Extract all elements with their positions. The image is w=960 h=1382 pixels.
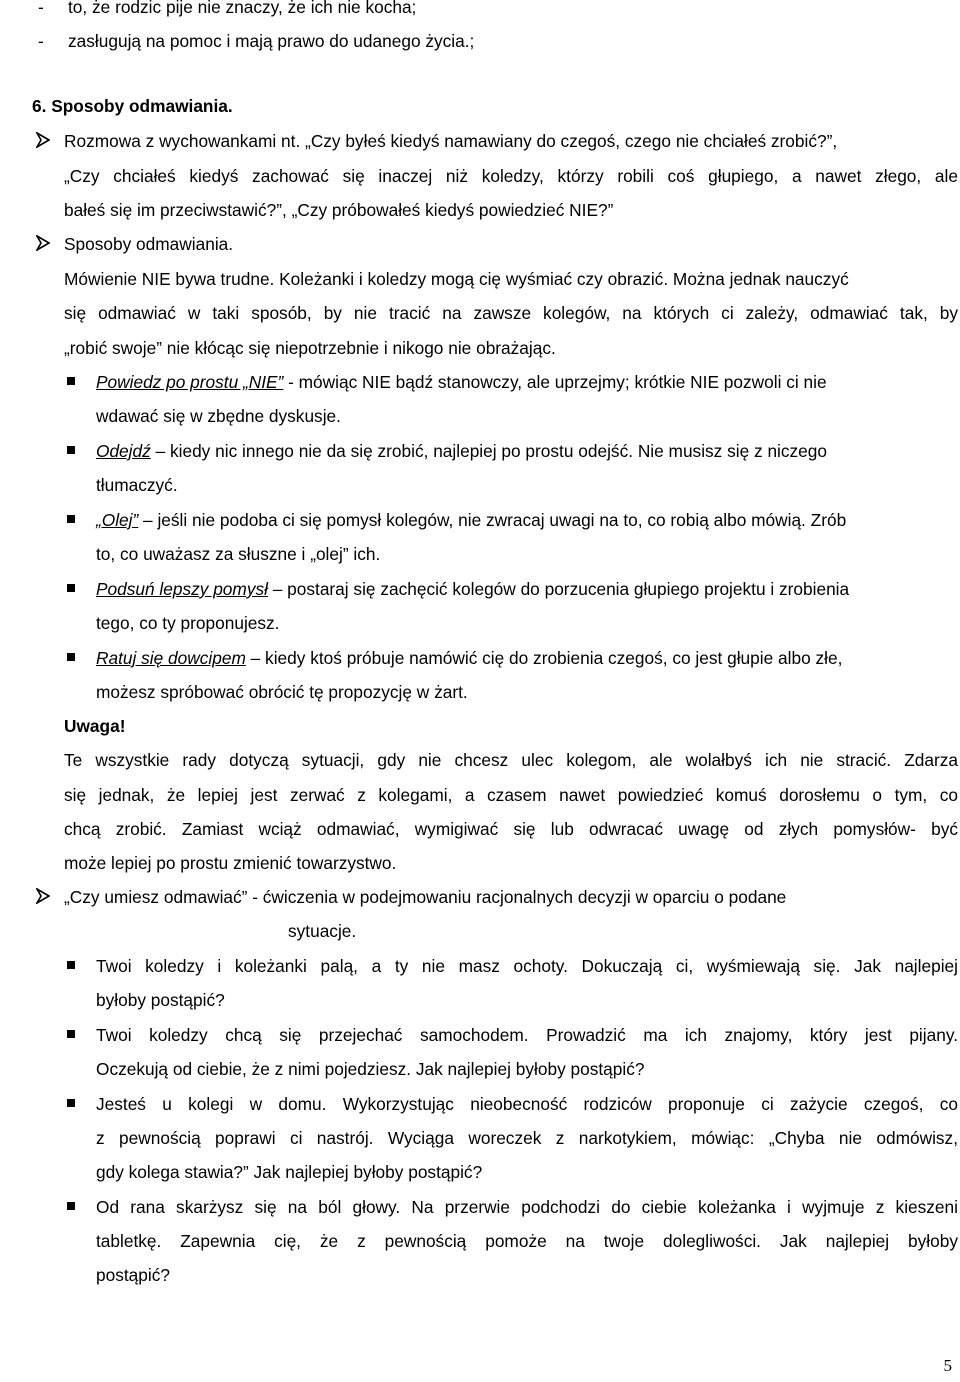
sposoby-line: się odmawiać w taki sposób, by nie tracić na zawsze kolegów, na których ci zależy, odmawiać tak, by: [64, 303, 958, 323]
arrow-bullet-icon: [36, 132, 50, 148]
arrow-bullet-icon: [36, 235, 50, 251]
square-bullet-icon: [67, 961, 75, 969]
uwaga-line: może lepiej po prostu zmienić towarzystwo.: [64, 853, 397, 873]
method-line: „Olej” – jeśli nie podoba ci się pomysł kolegów, nie zwracaj uwagi na to, co robią albo mówią. Zrób: [96, 510, 847, 530]
uwaga-label: Uwaga!: [64, 716, 126, 736]
sposoby-heading: Sposoby odmawiania.: [64, 234, 234, 254]
method-term: Ratuj się dowcipem: [96, 648, 246, 668]
method-line: możesz spróbować obrócić tę propozycję w żart.: [96, 682, 468, 702]
square-bullet-icon: [67, 584, 75, 592]
list-item: zasługują na pomoc i mają prawo do udanego życia.;: [68, 31, 475, 51]
intro-line: bałeś się im przeciwstawić?”, „Czy próbowałeś kiedyś powiedzieć NIE?”: [64, 200, 614, 220]
sposoby-line: „robić swoje” nie kłócąc się niepotrzebnie i nikogo nie obrażając.: [64, 338, 556, 358]
situation-line: gdy kolega stawia?” Jak najlepiej byłoby postąpić?: [96, 1162, 483, 1182]
method-term: „Olej”: [96, 510, 139, 530]
situation-line: Twoi koledzy chcą się przejechać samochodem. Prowadzić ma ich znajomy, który jest pijany.: [96, 1025, 958, 1045]
situation-line: byłoby postąpić?: [96, 990, 225, 1010]
situation-line: postąpić?: [96, 1265, 170, 1285]
square-bullet-icon: [67, 1099, 75, 1107]
method-line: Powiedz po prostu „NIE” - mówiąc NIE bądź stanowczy, ale uprzejmy; krótkie NIE pozwoli ci nie: [96, 372, 827, 392]
situation-line: Od rana skarżysz się na ból głowy. Na przerwie podchodzi do ciebie koleżanka i wyjmuje z kieszeni: [96, 1197, 958, 1217]
method-line: Odejdź – kiedy nic innego nie da się zrobić, najlepiej po prostu odejść. Nie musisz się z niczego: [96, 441, 828, 461]
uwaga-line: Te wszystkie rady dotyczą sytuacji, gdy nie chcesz ulec kolegom, ale wolałbyś ich nie stracić. Zdarza: [64, 750, 958, 770]
sposoby-line: Mówienie NIE bywa trudne. Koleżanki i koledzy mogą cię wyśmiać czy obrazić. Można jednak nauczyć: [64, 269, 849, 289]
method-line: tego, co ty proponujesz.: [96, 613, 280, 633]
section-title: 6. Sposoby odmawiania.: [32, 96, 233, 116]
list-dash: -: [38, 31, 44, 51]
arrow-bullet-icon: [36, 888, 50, 904]
situation-line: z pewnością poprawi ci nastrój. Wyciąga woreczek z narkotykiem, mówiąc: „Chyba nie odmówisz,: [96, 1128, 958, 1148]
list-dash: -: [38, 0, 44, 17]
uwaga-line: chcą zrobić. Zamiast wciąż odmawiać, wymigiwać się lub odwracać uwagę od złych pomysłów- być: [64, 819, 958, 839]
situation-line: Oczekują od ciebie, że z nimi pojedziesz. Jak najlepiej byłoby postąpić?: [96, 1059, 645, 1079]
intro-line: Rozmowa z wychowankami nt. „Czy byłeś kiedyś namawiany do czegoś, czego nie chciałeś zrobić?”,: [64, 131, 838, 151]
square-bullet-icon: [67, 1202, 75, 1210]
page-number: 5: [943, 1356, 952, 1375]
situation-line: Twoi koledzy i koleżanki palą, a ty nie masz ochoty. Dokuczają ci, wyśmiewają się. Jak najlepiej: [96, 956, 958, 976]
exercise-line: sytuacje.: [288, 921, 357, 941]
method-line: to, co uważasz za słuszne i „olej” ich.: [96, 544, 381, 564]
square-bullet-icon: [67, 446, 75, 454]
method-term: Powiedz po prostu „NIE”: [96, 372, 284, 392]
method-term: Podsuń lepszy pomysł: [96, 579, 268, 599]
square-bullet-icon: [67, 653, 75, 661]
square-bullet-icon: [67, 377, 75, 385]
situation-line: Jesteś u kolegi w domu. Wykorzystując nieobecność rodziców proponuje ci zażycie czegoś, co: [96, 1094, 958, 1114]
method-line: tłumaczyć.: [96, 475, 178, 495]
situation-line: tabletkę. Zapewnia cię, że z pewnością pomoże na twoje dolegliwości. Jak najlepiej byłoby: [96, 1231, 958, 1251]
square-bullet-icon: [67, 1030, 75, 1038]
square-bullet-icon: [67, 515, 75, 523]
intro-line: „Czy chciałeś kiedyś zachować się inaczej niż koledzy, którzy robili coś głupiego, a nawet złego, ale: [64, 166, 958, 186]
method-line: Ratuj się dowcipem – kiedy ktoś próbuje namówić cię do zrobienia czegoś, co jest głupie albo złe,: [96, 648, 843, 668]
method-line: Podsuń lepszy pomysł – postaraj się zachęcić kolegów do porzucenia głupiego projektu i zrobienia: [96, 579, 850, 599]
method-line: wdawać się w zbędne dyskusje.: [96, 406, 341, 426]
list-item: to, że rodzic pije nie znaczy, że ich nie kocha;: [68, 0, 417, 17]
uwaga-line: się jednak, że lepiej jest zerwać z kolegami, a czasem nawet powiedzieć komuś dorosłemu o tym, co: [64, 785, 958, 805]
exercise-line: „Czy umiesz odmawiać” - ćwiczenia w podejmowaniu racjonalnych decyzji w oparciu o podane: [64, 887, 787, 907]
method-term: Odejdź: [96, 441, 151, 461]
